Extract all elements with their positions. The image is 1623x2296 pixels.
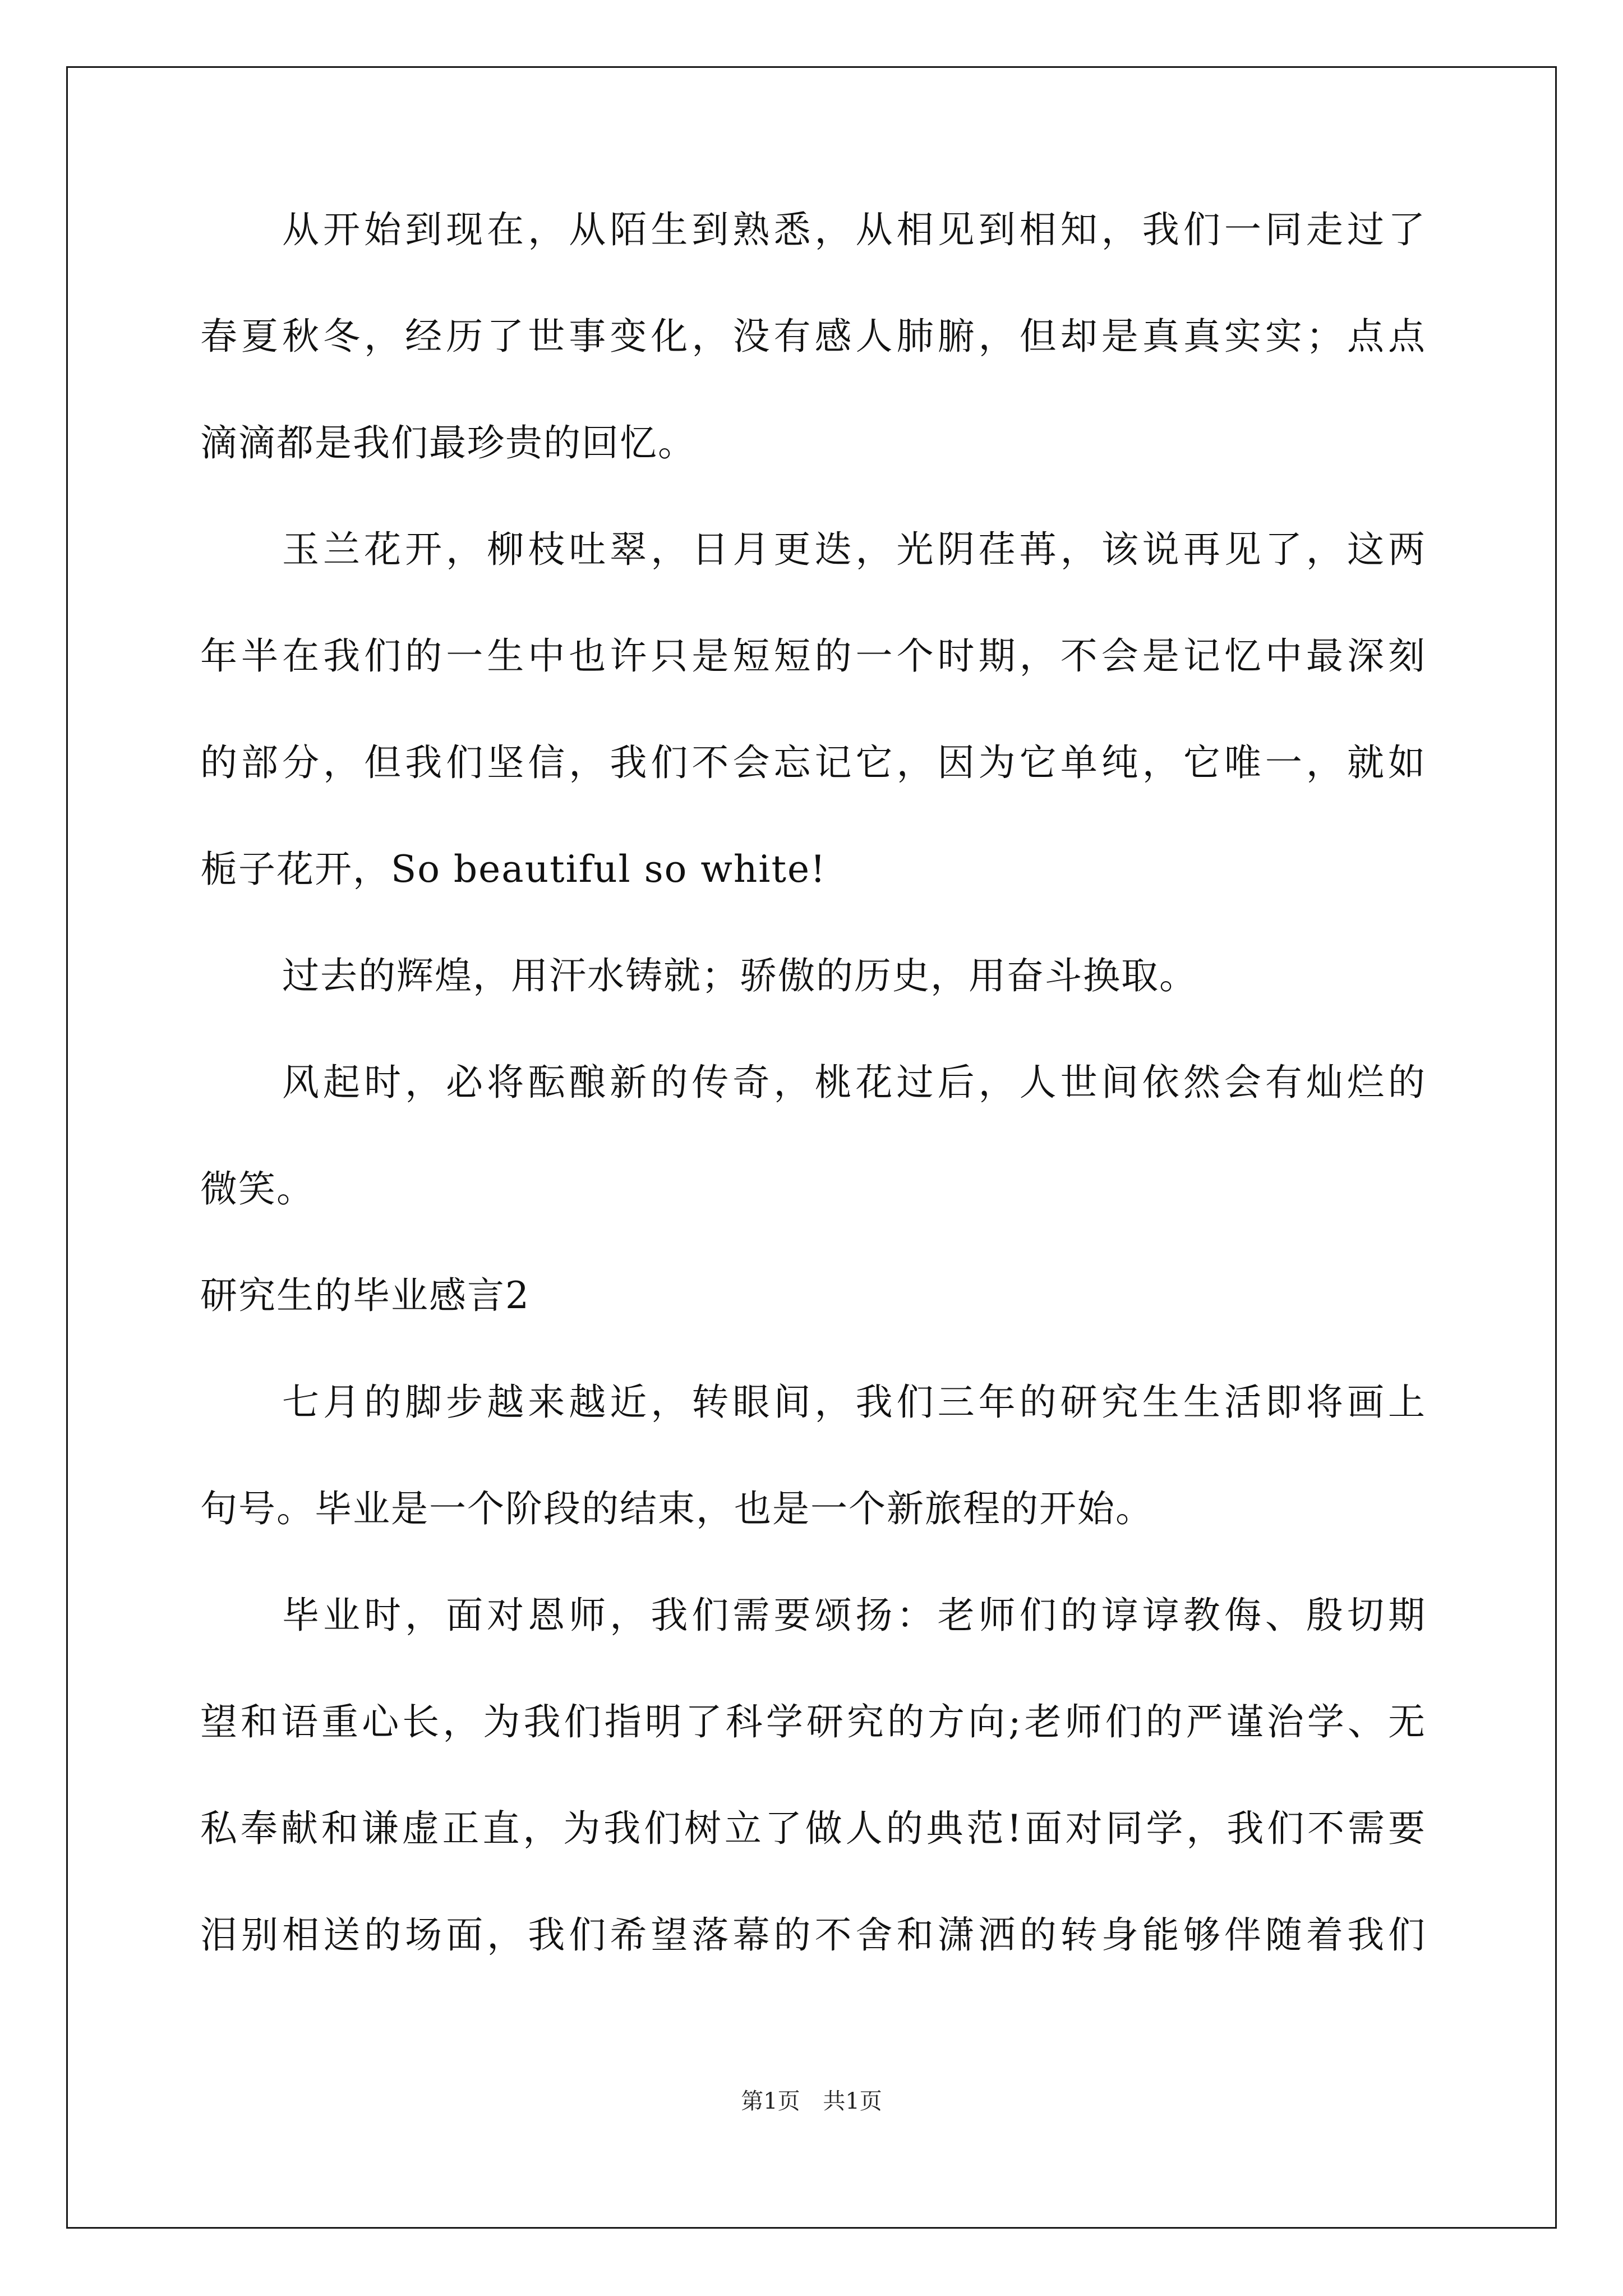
paragraph-line: 年半在我们的一生中也许只是短短的一个时期，不会是记忆中最深刻 <box>200 634 1426 678</box>
paragraph-line: 玉兰花开，柳枝吐翠，日月更迭，光阴荏苒，该说再见了，这两 <box>282 528 1426 571</box>
paragraph-line: 句号。毕业是一个阶段的结束，也是一个新旅程的开始。 <box>200 1487 1154 1530</box>
paragraph-line: 私奉献和谦虚正直，为我们树立了做人的典范!面对同学，我们不需要 <box>200 1807 1426 1850</box>
paragraph-line: 滴滴都是我们最珍贵的回忆。 <box>200 421 696 464</box>
paragraph-line: 七月的脚步越来越近，转眼间，我们三年的研究生生活即将画上 <box>282 1381 1426 1424</box>
paragraph-line: 从开始到现在，从陌生到熟悉，从相见到相知，我们一同走过了 <box>282 208 1426 251</box>
paragraph-line: 毕业时，面对恩师，我们需要颂扬：老师们的谆谆教侮、殷切期 <box>282 1594 1426 1637</box>
section-heading: 研究生的毕业感言2 <box>200 1274 530 1317</box>
paragraph-line: 望和语重心长，为我们指明了科学研究的方向;老师们的严谨治学、无 <box>200 1700 1426 1743</box>
paragraph-line: 的部分，但我们坚信，我们不会忘记它，因为它单纯，它唯一，就如 <box>200 741 1426 784</box>
page-border <box>66 66 1557 2229</box>
page-total: 共1页 <box>823 2088 882 2114</box>
paragraph-line: 过去的辉煌，用汗水铸就；骄傲的历史，用奋斗换取。 <box>282 954 1197 997</box>
paragraph-line: 微笑。 <box>200 1167 315 1211</box>
paragraph-line: 风起时，必将酝酿新的传奇，桃花过后，人世间依然会有灿烂的 <box>282 1061 1426 1104</box>
paragraph-line: 春夏秋冬，经历了世事变化，没有感人肺腑，但却是真真实实；点点 <box>200 315 1426 358</box>
page-footer <box>0 2086 1623 2117</box>
paragraph-line: 栀子花开，So beautiful so white! <box>200 848 827 891</box>
page-number: 第1页 <box>741 2088 800 2114</box>
paragraph-line: 泪别相送的场面，我们希望落幕的不舍和潇洒的转身能够伴随着我们 <box>200 1913 1426 1957</box>
